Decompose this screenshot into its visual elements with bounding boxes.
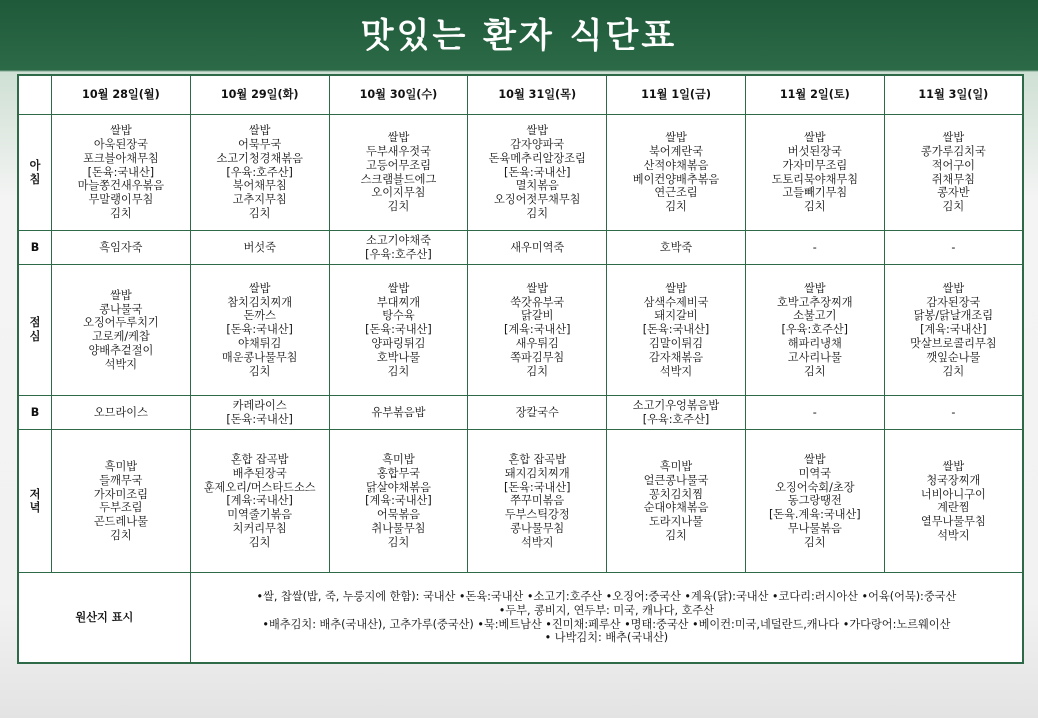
- menu-item: 미역줄기볶음: [227, 508, 293, 522]
- menu-item: 쌀밥: [942, 281, 965, 295]
- menu-item: 김치: [803, 200, 826, 214]
- menu-item: 흑미밥: [659, 459, 693, 473]
- menu-item: 포크블아채무침: [83, 151, 159, 165]
- menu-item: 탕수육: [382, 309, 415, 323]
- menu-item: [우육:호주산]: [781, 323, 849, 337]
- menu-item: 무나물볶음: [787, 521, 842, 535]
- menu-cell: [468, 265, 607, 396]
- menu-item: 새우튀김: [515, 337, 559, 351]
- breakfast-row: [18, 115, 1023, 231]
- menu-item: 고로케/케찹: [91, 330, 150, 344]
- meal-label: [18, 265, 52, 396]
- menu-item: 양배추겉절이: [88, 343, 154, 357]
- menu-item: 너비아니구이: [920, 487, 986, 501]
- menu-item: 소고기청경채볶음: [216, 151, 303, 165]
- menu-item: [돈육:국내산]: [87, 165, 155, 179]
- menu-item: [돈육:국내산]: [365, 323, 432, 337]
- menu-cell: [329, 115, 468, 231]
- menu-item: 배추된장국: [232, 466, 287, 480]
- menu-item: 스크램블드에그: [360, 172, 437, 186]
- menu-item: 멸치볶음: [515, 179, 559, 193]
- menu-item: 맛살브로콜리무침: [910, 337, 997, 351]
- date-header-sat: 11월 2일(토): [745, 75, 884, 115]
- menu-cell: [190, 231, 329, 265]
- snack-row-1: [18, 231, 1023, 265]
- menu-item: [돈육:국내산]: [226, 323, 293, 337]
- menu-cell: [884, 115, 1023, 231]
- menu-item: 곤드레나물: [93, 515, 148, 529]
- origin-line: •쌀, 찹쌀(밥, 죽, 누룽지에 한함): 국내산 •돈육:국내산 •소고기:호주산 •오징어:중국산 •계육(닭):국내산 •코다리:러시아산 •어육(어묵):중국산: [256, 590, 957, 604]
- menu-item: 혼합 잡곡밥: [230, 453, 289, 466]
- menu-item: [돈육:국내산]: [503, 480, 571, 494]
- menu-item: [돈육:국내산]: [226, 412, 293, 426]
- menu-cell: [607, 231, 746, 265]
- menu-item: 북어채무침: [232, 179, 287, 193]
- menu-item: 돈육메추리알장조림: [488, 151, 586, 165]
- menu-item: [계육:국내산]: [365, 494, 432, 508]
- menu-cell: [607, 265, 746, 396]
- menu-cell: [468, 396, 607, 430]
- menu-item: 쌀밥: [665, 281, 687, 295]
- menu-cell: [884, 396, 1023, 430]
- menu-item: 베이컨양배추볶음: [632, 172, 720, 186]
- menu-item: 어묵무국: [238, 138, 282, 152]
- menu-item: 김치: [665, 528, 687, 542]
- menu-item: 쌀밥: [942, 131, 965, 145]
- snack-row-2: [18, 396, 1023, 430]
- menu-cell: [884, 265, 1023, 396]
- menu-item: 소불고기: [793, 309, 837, 323]
- menu-item: 김말이튀김: [648, 337, 704, 351]
- menu-cell: [745, 115, 884, 231]
- menu-item: 삼색수제비국: [643, 295, 709, 309]
- menu-item: 버섯된장국: [787, 144, 842, 158]
- menu-item: 두부새우젓국: [366, 144, 431, 158]
- page-title: 맛있는 환자 식단표: [360, 16, 678, 56]
- menu-item: 야채튀김: [238, 337, 282, 351]
- menu-item: 쪽파김무침: [510, 350, 565, 364]
- menu-item: 쌀밥: [665, 131, 687, 145]
- menu-item: 도토리묵야채무침: [771, 172, 859, 186]
- dinner-row: [18, 430, 1023, 573]
- menu-item: 김치: [665, 200, 687, 214]
- meal-label-char: 심: [29, 330, 41, 344]
- menu-item: 가자미무조림: [782, 158, 848, 172]
- menu-item: 가자미조림: [93, 487, 148, 501]
- menu-cell: [52, 265, 191, 396]
- menu-item: 고등어무조림: [366, 158, 431, 172]
- menu-item: 김치: [248, 364, 271, 378]
- meal-label-char: 아: [29, 158, 41, 172]
- menu-cell: [52, 430, 191, 573]
- menu-item: 참치김치찌개: [227, 295, 293, 309]
- lunch-row: [18, 265, 1023, 396]
- menu-item: 쑥갓유부국: [510, 295, 565, 309]
- menu-item: 연근조림: [654, 186, 698, 200]
- menu-item: 계란찜: [937, 501, 970, 515]
- menu-item: 콩나물국: [99, 302, 143, 316]
- menu-item: 돼지김치찌개: [504, 466, 570, 480]
- meal-label-char: 점: [29, 316, 41, 330]
- menu-item: 들깨무국: [99, 473, 143, 487]
- menu-item: 쌀밥: [526, 124, 549, 138]
- menu-item: 김치: [387, 364, 410, 378]
- menu-item: 석박지: [521, 535, 554, 549]
- meal-label-char: B: [30, 240, 40, 254]
- menu-item: 감자양파국: [510, 138, 565, 152]
- menu-item: 훈제오리/머스타드소스: [203, 480, 316, 494]
- menu-item: 얼큰콩나물국: [643, 473, 709, 487]
- menu-item: 쌀밥: [803, 281, 826, 295]
- menu-cell: [607, 115, 746, 231]
- menu-item: 김치: [803, 535, 826, 549]
- menu-item: 마늘쫑건새우볶음: [77, 179, 165, 193]
- menu-item: [계육:국내산]: [226, 494, 293, 508]
- menu-item: 김치: [110, 207, 132, 221]
- menu-item: 북어계란국: [648, 144, 704, 158]
- menu-item: 닭갈비: [521, 309, 554, 323]
- menu-item: 오징어숙회/초장: [775, 480, 855, 494]
- menu-item: -: [812, 240, 817, 254]
- menu-item: 소고기우엉볶음밥: [632, 398, 720, 412]
- menu-item: 도라지나물: [648, 515, 704, 529]
- menu-item: 새우미역죽: [510, 240, 565, 254]
- menu-item: 쌀밥: [248, 124, 271, 138]
- menu-item: 열무나물무침: [920, 515, 986, 529]
- menu-item: 석박지: [104, 357, 138, 371]
- date-header-fri: 11월 1일(금): [607, 75, 746, 115]
- date-header-mon: 10월 28일(월): [52, 75, 191, 115]
- menu-item: [계육:국내산]: [503, 323, 571, 337]
- menu-cell: [884, 231, 1023, 265]
- menu-item: 김치: [110, 528, 132, 542]
- menu-item: 김치: [526, 364, 549, 378]
- menu-cell: [329, 430, 468, 573]
- menu-item: 콩가루김치국: [920, 144, 986, 158]
- origin-label: 원산지 표시: [18, 573, 190, 663]
- menu-item: 쌀밥: [942, 459, 965, 473]
- menu-item: 김치: [248, 535, 271, 549]
- menu-cell: [329, 265, 468, 396]
- menu-item: 혼합 잡곡밥: [508, 453, 567, 466]
- meal-label: [18, 430, 52, 573]
- menu-item: 고사리나물: [787, 350, 842, 364]
- menu-item: 감자된장국: [926, 295, 981, 309]
- menu-item: 장칼국수: [515, 405, 559, 419]
- menu-item: 김치: [387, 535, 410, 549]
- menu-item: 깻잎순나물: [926, 350, 981, 364]
- menu-cell: [52, 396, 191, 430]
- menu-item: [우육:호주산]: [226, 165, 293, 179]
- menu-item: 고추지무침: [232, 193, 287, 207]
- menu-cell: [190, 396, 329, 430]
- menu-item: [우육:호주산]: [642, 412, 710, 426]
- menu-item: 흑임자죽: [99, 240, 143, 254]
- menu-item: 소고기야채죽: [366, 233, 431, 247]
- menu-item: 호박나물: [376, 350, 421, 364]
- menu-item: 쥐채무침: [931, 172, 975, 186]
- menu-item: 흑미밥: [104, 459, 138, 473]
- meal-label-char: 녁: [29, 501, 41, 515]
- menu-item: 김치: [942, 364, 965, 378]
- menu-item: 매운콩나물무침: [221, 350, 298, 364]
- menu-item: 무말랭이무침: [88, 193, 154, 207]
- menu-item: 쌀밥: [110, 124, 132, 138]
- menu-cell: [607, 430, 746, 573]
- menu-item: 유부볶음밥: [371, 405, 426, 419]
- menu-item: 오징어두루치기: [83, 316, 159, 330]
- menu-item: 닭봉/닭날개조림: [913, 309, 994, 323]
- origin-info: [190, 573, 1023, 663]
- menu-cell: [329, 396, 468, 430]
- menu-item: 석박지: [659, 364, 693, 378]
- menu-item: 석박지: [937, 528, 970, 542]
- menu-item: 김치: [387, 200, 410, 214]
- date-header-tue: 10월 29일(화): [190, 75, 329, 115]
- menu-item: 쌀밥: [526, 281, 549, 295]
- menu-item: 쌀밥: [248, 281, 271, 295]
- origin-line: •두부, 콩비지, 연두부: 미국, 캐나다, 호주산: [498, 603, 715, 617]
- menu-item: 돼지갈비: [654, 309, 698, 323]
- menu-item: [계육:국내산]: [920, 323, 987, 337]
- menu-item: 두부스틱강정: [504, 508, 570, 522]
- menu-table: [17, 74, 1024, 664]
- menu-item: 닭살야채볶음: [366, 480, 431, 494]
- menu-item: -: [951, 405, 956, 419]
- date-header-thu: 10월 31일(목): [468, 75, 607, 115]
- date-header-sun: 11월 3일(일): [884, 75, 1023, 115]
- menu-item: 김치: [942, 200, 965, 214]
- menu-item: 오이지무침: [371, 186, 426, 200]
- menu-cell: [52, 115, 191, 231]
- menu-item: 두부조림: [99, 501, 143, 515]
- menu-cell: [745, 396, 884, 430]
- menu-item: 아욱된장국: [93, 138, 148, 152]
- menu-item: 미역국: [798, 466, 831, 480]
- menu-item: 취나물무침: [371, 521, 426, 535]
- menu-item: 쌀밥: [803, 453, 826, 466]
- menu-cell: [329, 231, 468, 265]
- menu-cell: [190, 265, 329, 396]
- menu-item: [돈육.계육:국내산]: [768, 508, 861, 522]
- menu-item: 버섯죽: [243, 240, 276, 254]
- header-row: [18, 75, 1023, 115]
- menu-item: 김치: [803, 364, 826, 378]
- menu-item: -: [812, 405, 817, 419]
- menu-cell: [468, 430, 607, 573]
- menu-item: 김치: [248, 207, 271, 221]
- menu-cell: [745, 430, 884, 573]
- meal-label: [18, 115, 52, 231]
- origin-line: • 나박김치: 배추(국내산): [544, 631, 669, 645]
- meal-label: [18, 231, 52, 265]
- menu-item: 호박죽: [659, 240, 693, 254]
- meal-label-char: 저: [29, 487, 41, 501]
- meal-label-char: 침: [29, 172, 41, 186]
- menu-item: 오므라이스: [93, 405, 148, 419]
- menu-cell: [190, 115, 329, 231]
- menu-item: 쌀밥: [387, 131, 410, 145]
- menu-item: 양파링튀김: [371, 337, 426, 351]
- menu-item: 치커리무침: [232, 521, 287, 535]
- menu-item: 쌀밥: [110, 288, 132, 302]
- menu-item: 쌀밥: [803, 131, 826, 145]
- menu-cell: [468, 115, 607, 231]
- menu-item: [우육:호주산]: [365, 247, 432, 261]
- menu-item: 해파리냉채: [787, 337, 842, 351]
- menu-item: 청국장찌개: [926, 473, 981, 487]
- menu-item: 순대야채볶음: [643, 501, 709, 515]
- menu-item: 감자채볶음: [648, 350, 704, 364]
- menu-cell: [607, 396, 746, 430]
- meal-label: [18, 396, 52, 430]
- menu-item: 김치: [526, 207, 549, 221]
- menu-cell: [190, 430, 329, 573]
- menu-item: [돈육:국내산]: [503, 165, 571, 179]
- menu-item: 동그랑땡전: [787, 494, 842, 508]
- meal-label-char: B: [30, 405, 40, 419]
- menu-item: 흑미밥: [382, 453, 415, 466]
- menu-cell: [745, 231, 884, 265]
- menu-item: 산적야채볶음: [643, 158, 709, 172]
- origin-line: •배추김치: 배추(국내산), 고추가루(중국산) •묵:베트남산 •진미채:페루산 •명태:중국산 •베이컨:미국,네덜란드,캐나다 •가다랑어:노르웨이산: [262, 617, 951, 631]
- corner-cell: [18, 75, 52, 115]
- menu-cell: [884, 430, 1023, 573]
- menu-item: [돈육:국내산]: [642, 323, 710, 337]
- date-header-wed: 10월 30일(수): [329, 75, 468, 115]
- menu-item: 홍합무국: [376, 466, 421, 480]
- menu-cell: [745, 265, 884, 396]
- menu-item: 쭈꾸미볶음: [510, 494, 565, 508]
- menu-item: 꽁치김치찜: [648, 487, 704, 501]
- menu-item: 오징어젓무채무침: [494, 193, 581, 207]
- menu-cell: [52, 231, 191, 265]
- menu-item: 콩나물무침: [510, 521, 565, 535]
- menu-item: 쌀밥: [387, 281, 410, 295]
- menu-item: 돈까스: [243, 309, 276, 323]
- menu-item: 고들빼기무침: [782, 186, 848, 200]
- menu-cell: [468, 231, 607, 265]
- menu-item: 콩자반: [937, 186, 970, 200]
- menu-item: 적어구이: [931, 158, 975, 172]
- origin-row: [18, 573, 1023, 663]
- menu-item: -: [951, 240, 956, 254]
- menu-item: 호박고추장찌개: [776, 295, 853, 309]
- menu-item: 어묵볶음: [376, 508, 421, 522]
- menu-item: 카레라이스: [232, 398, 287, 412]
- menu-item: 부대찌개: [376, 295, 421, 309]
